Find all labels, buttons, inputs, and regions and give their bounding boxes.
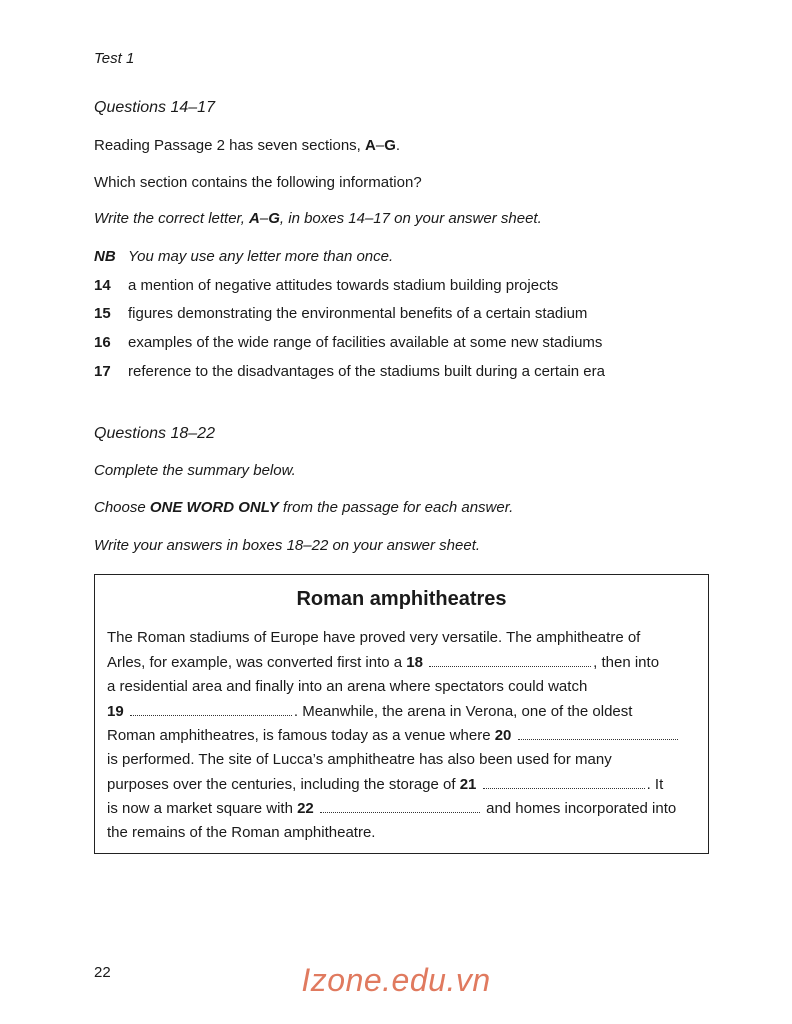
- summary-text: purposes over the centuries, including the storage of: [107, 776, 460, 793]
- gap-number-20: 20: [494, 727, 512, 744]
- summary-text: Roman amphitheatres, is famous today as a venue where: [107, 727, 495, 744]
- summary-text: , then into: [593, 654, 660, 671]
- answer-gap-19[interactable]: [130, 714, 292, 716]
- summary-title: Roman amphitheatres: [296, 588, 507, 610]
- answer-gap-21[interactable]: [483, 787, 645, 789]
- summary-line: the remains of the Roman amphitheatre.: [107, 824, 376, 841]
- summary-line: is performed. The site of Lucca’s amphitheatre has also been used for many: [107, 751, 612, 768]
- question-text: figures demonstrating the environmental benefits of a certain stadium: [128, 305, 588, 322]
- summary-line: a residential area and finally into an arena where spectators could watch: [107, 678, 588, 695]
- intro-text: Reading Passage 2 has seven sections,: [94, 137, 366, 154]
- page-number: 22: [94, 964, 111, 981]
- nb-label: NB: [94, 248, 116, 265]
- question-text: reference to the disadvantages of the stadiums built during a certain era: [128, 363, 605, 380]
- section2-line1: Complete the summary below.: [94, 462, 296, 479]
- section1-instruction: [94, 210, 542, 227]
- question-number: 15: [94, 305, 111, 322]
- instr-text: Write the correct letter,: [94, 210, 250, 227]
- summary-line: [107, 727, 680, 744]
- intro-letter-g: G: [384, 137, 396, 154]
- section1-heading: Questions 14–17: [94, 99, 215, 116]
- question-item: [94, 277, 558, 294]
- summary-line: [107, 703, 632, 720]
- answer-gap-18[interactable]: [429, 665, 591, 667]
- line2-emphasis: ONE WORD ONLY: [149, 499, 279, 516]
- nb-text: You may use any letter more than once.: [128, 248, 394, 265]
- question-text: a mention of negative attitudes towards stadium building projects: [128, 277, 559, 294]
- question-text: examples of the wide range of facilities available at some new stadiums: [128, 334, 603, 351]
- summary-text: . It: [646, 776, 664, 793]
- question-number: 17: [94, 363, 111, 380]
- instr-letter-a: A: [249, 210, 260, 227]
- question-number: 14: [94, 277, 111, 294]
- summary-text: is now a market square with: [107, 800, 298, 817]
- gap-number-22: 22: [297, 800, 314, 817]
- intro-dash: –: [375, 137, 385, 154]
- summary-text: . Meanwhile, the arena in Verona, one of the oldest: [293, 703, 633, 720]
- instr-letter-g: G: [268, 210, 280, 227]
- summary-line: [107, 654, 659, 671]
- test-label: Test 1: [94, 50, 135, 67]
- summary-box: [94, 574, 709, 854]
- line2-text: Choose: [94, 499, 150, 516]
- gap-number-18: 18: [406, 654, 423, 671]
- instr-dash: –: [259, 210, 269, 227]
- intro-letter-a: A: [365, 137, 376, 154]
- question-number: 16: [94, 334, 111, 351]
- answer-gap-22[interactable]: [320, 811, 480, 813]
- section2-heading: Questions 18–22: [94, 425, 215, 442]
- question-item: [94, 305, 587, 322]
- section2-line2: [94, 499, 513, 516]
- instr-text-end: , in boxes 14–17 on your answer sheet.: [279, 210, 542, 227]
- question-item: [94, 334, 602, 351]
- summary-line: [107, 800, 676, 817]
- line2-text-end: from the passage for each answer.: [278, 499, 514, 516]
- summary-line: The Roman stadiums of Europe have proved very versatile. The amphitheatre of: [107, 629, 641, 646]
- gap-number-21: 21: [459, 776, 477, 793]
- intro-period: .: [395, 137, 401, 154]
- summary-text: Arles, for example, was converted first into a: [107, 654, 407, 671]
- section2-line3: Write your answers in boxes 18–22 on your answer sheet.: [94, 537, 481, 554]
- summary-text: and homes incorporated into: [481, 800, 677, 817]
- watermark: Izone.edu.vn: [301, 962, 491, 998]
- section1-question: Which section contains the following information?: [94, 174, 422, 191]
- answer-gap-20[interactable]: [518, 738, 678, 740]
- section1-intro: [94, 137, 400, 154]
- nb-note: [94, 248, 393, 265]
- gap-number-19: 19: [107, 703, 124, 720]
- summary-line: [107, 776, 663, 793]
- question-item: [94, 363, 605, 380]
